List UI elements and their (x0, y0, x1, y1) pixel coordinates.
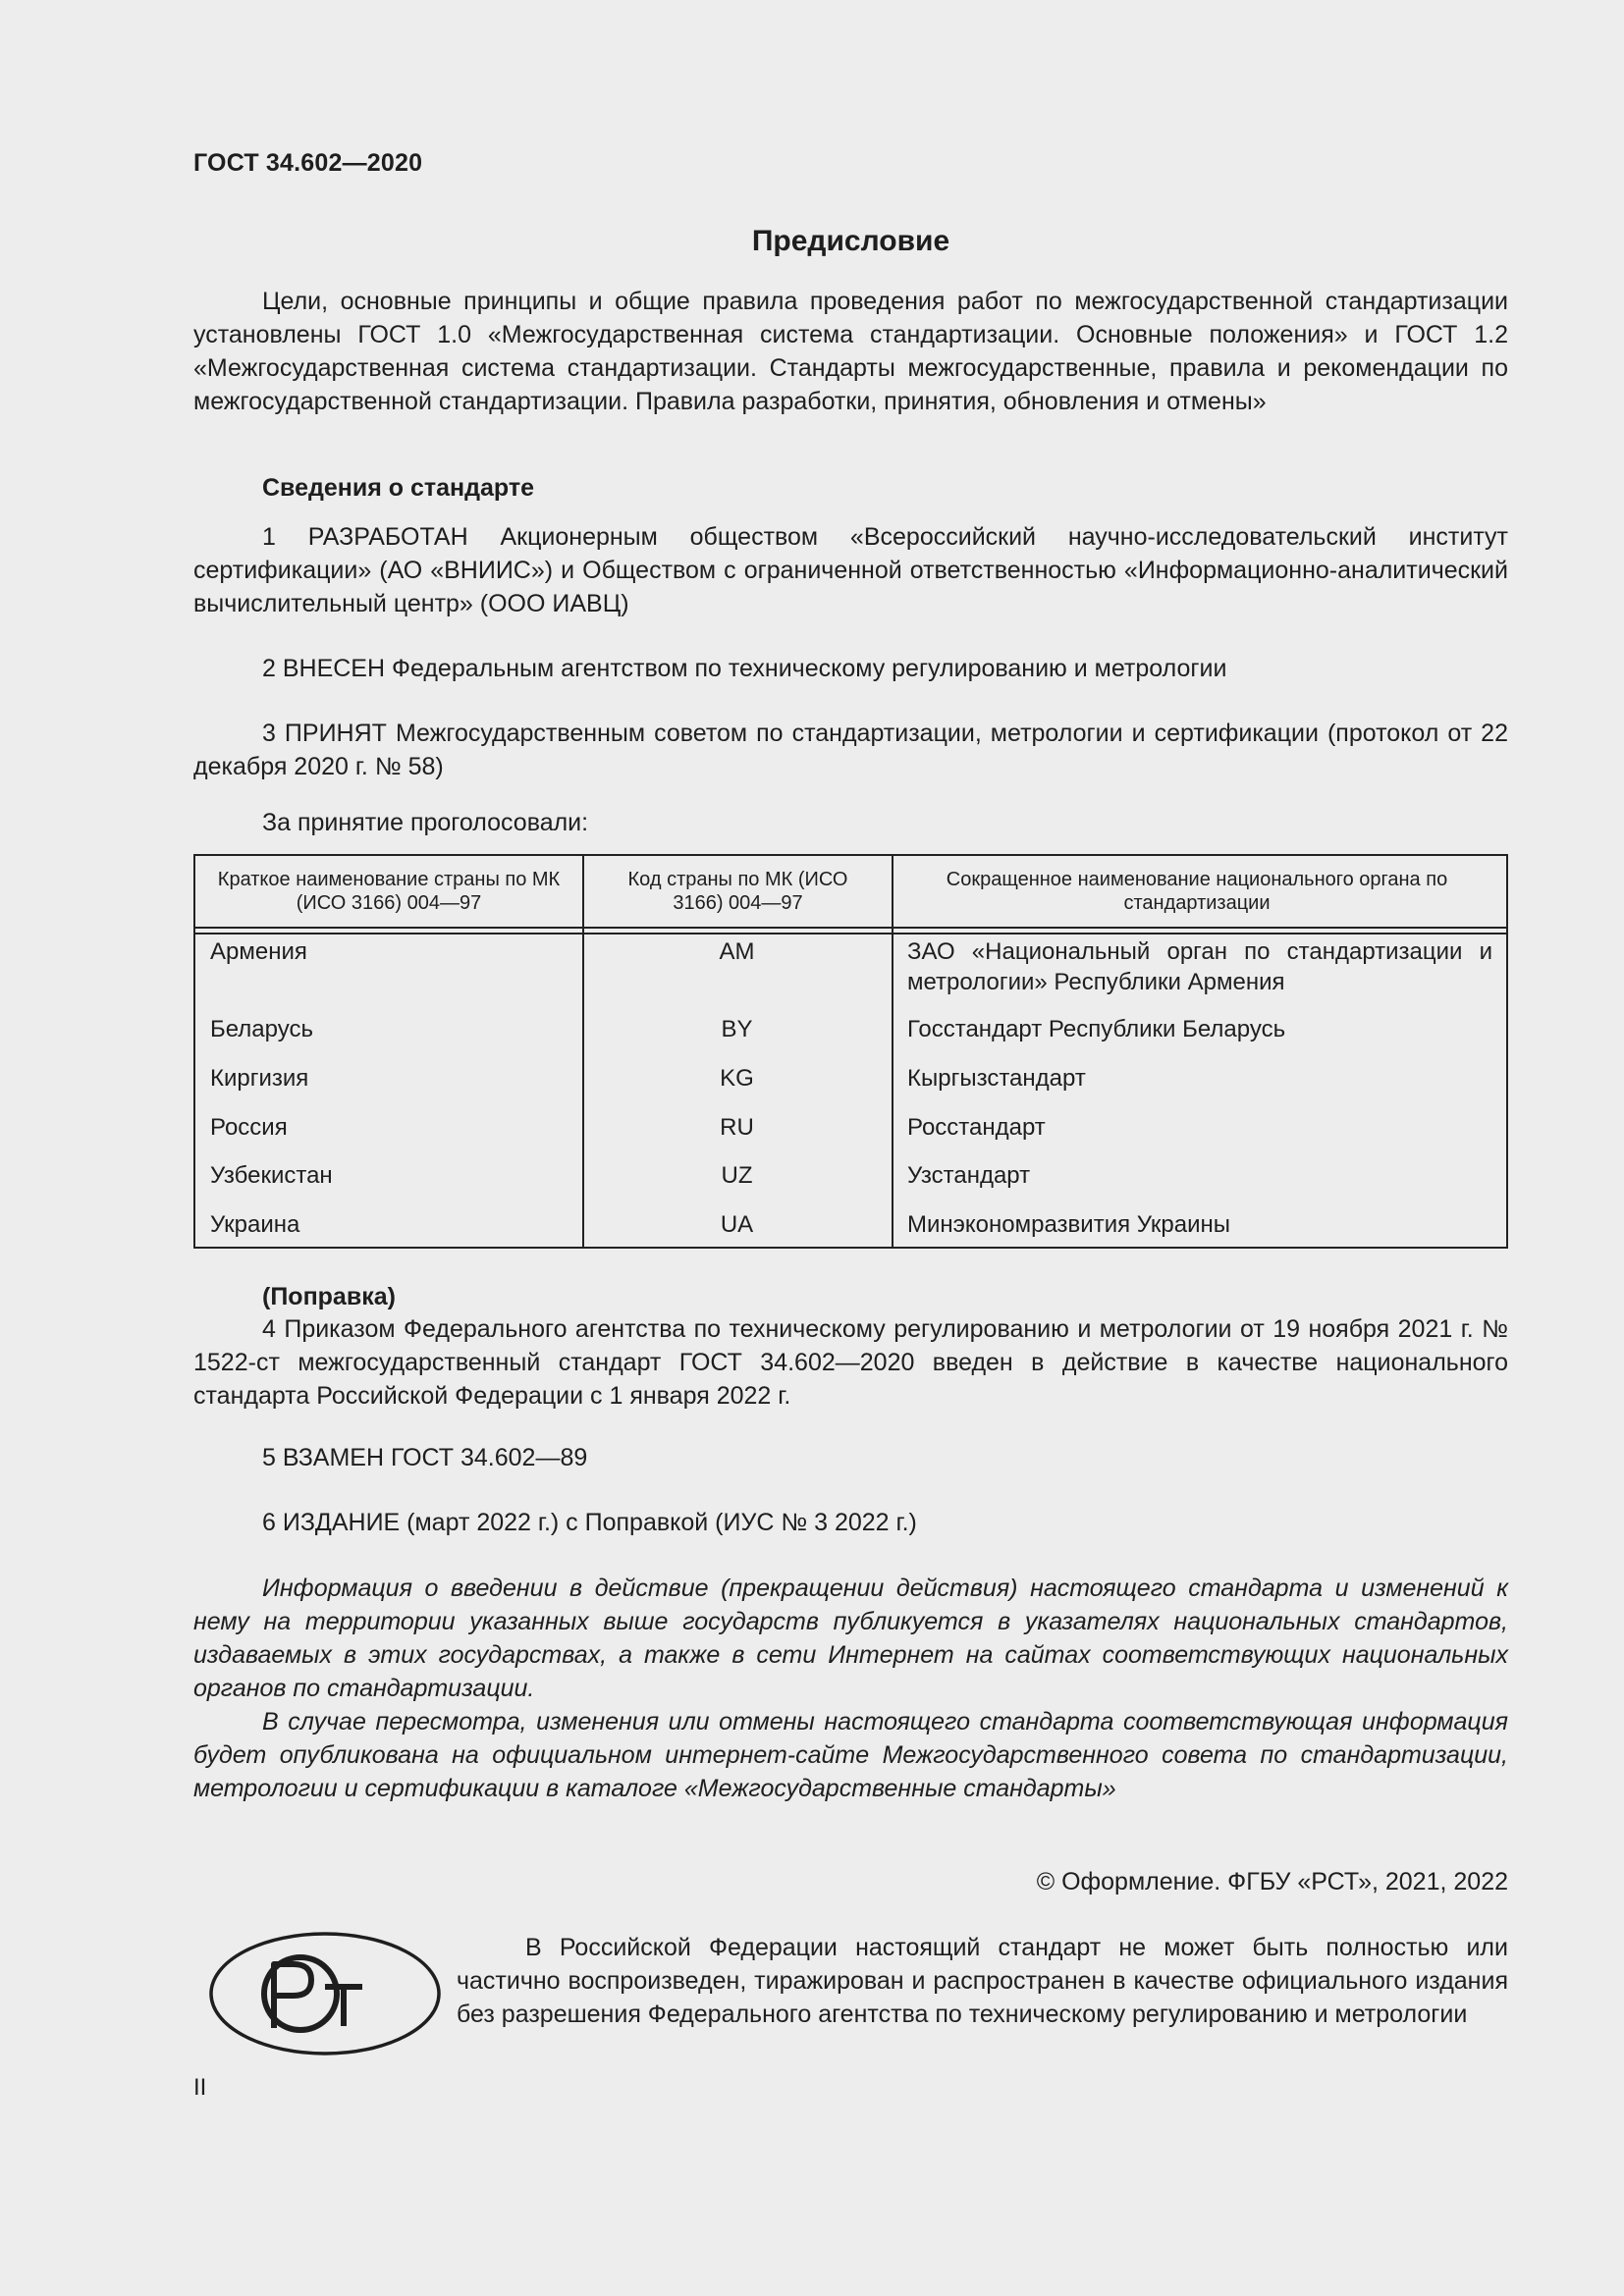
cell-country: Украина (210, 1211, 300, 1238)
rst-logo-icon (207, 1930, 443, 2062)
cell-body: Росстандарт (907, 1114, 1046, 1141)
voted-label-block (193, 806, 1508, 839)
cell-country: Киргизия (210, 1065, 309, 1092)
page-number: II (193, 2074, 207, 2101)
cell-body: Кыргызстандарт (907, 1065, 1086, 1092)
rights-block (457, 1931, 1508, 2031)
item-6 (193, 1506, 1508, 1539)
cell-code: UA (720, 1211, 754, 1238)
rights-text: В Российской Федерации настоящий стандарт не может быть полностью или частично воспроизведен, тиражирован и распространен в качестве официального издания без разрешения Федерального агентства по техническому регулированию и метрологии (457, 1934, 1508, 2028)
info-heading: Сведения о стандарте (262, 474, 535, 502)
cell-country: Россия (210, 1114, 288, 1141)
page-title: Предисловие (751, 225, 950, 257)
table-header (195, 856, 1506, 927)
item-5-text: 5 ВЗАМЕН ГОСТ 34.602—89 (262, 1444, 588, 1471)
header-rule (195, 927, 1506, 929)
cell-code: RU (720, 1114, 754, 1141)
cell-body: Минэкономразвития Украины (907, 1211, 1231, 1238)
correction-label: (Поправка) (262, 1283, 396, 1310)
correction-label-block (193, 1280, 1508, 1313)
item-6-text: 6 ИЗДАНИЕ (март 2022 г.) с Поправкой (ИУС № 3 2022 г.) (262, 1509, 917, 1536)
header-country: Краткое наименование страны по МК (ИСО 3166) 004—97 (217, 869, 561, 914)
cell-code: BY (721, 1016, 753, 1042)
copyright-text: © Оформление. ФГБУ «РСТ», 2021, 2022 (1036, 1868, 1508, 1896)
cell-code: KG (720, 1065, 754, 1092)
notice-2: В случае пересмотра, изменения или отмены настоящего стандарта соответствующая информация будет опубликована на официальном интернет-сайте Межгосударственного совета по стандартизации, метрологии и сертификации в каталоге «Межгосударственные стандарты» (193, 1708, 1508, 1802)
cell-country: Узбекистан (210, 1162, 333, 1189)
intro-text: Цели, основные принципы и общие правила проведения работ по межгосударственной стандартизации установлены ГОСТ 1.0 «Межгосударственная система стандартизации. Основные положения» и ГОСТ 1.2 «Межгосударственная система стандартизации. Стандарты межгосударственные, правила и рекомендации по межгосударственной стандартизации. Правила разработки, принятия, обновления и отмены» (193, 288, 1508, 415)
countries-table (193, 854, 1508, 1249)
item-3-text: 3 ПРИНЯТ Межгосударственным советом по стандартизации, метрологии и сертификации (протокол от 22 декабря 2020 г. № 58) (193, 720, 1508, 780)
info-heading-block (193, 471, 1508, 505)
standard-code: ГОСТ 34.602—2020 (193, 149, 423, 177)
item-5 (193, 1441, 1508, 1474)
copyright-block (193, 1865, 1508, 1898)
item-4-text: 4 Приказом Федерального агентства по техническому регулированию и метрологии от 19 ноября 2021 г. № 1522-ст межгосударственный стандарт ГОСТ 34.602—2020 введен в действие в качестве национального стандарта Российской Федерации с 1 января 2022 г. (193, 1315, 1508, 1410)
item-2 (193, 652, 1508, 685)
header-body: Сокращенное наименование национального органа по стандартизации (946, 869, 1448, 914)
item-2-text: 2 ВНЕСЕН Федеральным агентством по техническому регулированию и метрологии (262, 655, 1227, 682)
item-1-text: 1 РАЗРАБОТАН Акционерным обществом «Всероссийский научно-исследовательский институт сертификации» (АО «ВНИИС») и Обществом с ограниченной ответственностью «Информационно-аналитический вычислительный центр» (ООО ИАВЦ) (193, 523, 1508, 617)
cell-country: Беларусь (210, 1016, 313, 1042)
cell-body: ЗАО «Национальный орган по стандартизации и метрологии» Республики Армения (907, 938, 1492, 995)
voted-label: За принятие проголосовали: (262, 809, 589, 836)
cell-code: AM (719, 938, 755, 965)
header-rule (195, 933, 1506, 934)
item-1 (193, 520, 1508, 620)
notice-1: Информация о введении в действие (прекращении действия) настоящего стандарта и изменений к нему на территории указанных выше государств публикуется в указателях национальных стандартов, издаваемых в этих государствах, а также в сети Интернет на сайтах соответствующих национальных органов по стандартизации. (193, 1575, 1508, 1702)
notice-block (193, 1572, 1508, 1805)
header-code: Код страны по МК (ИСО 3166) 004—97 (627, 869, 848, 914)
item-3 (193, 717, 1508, 783)
cell-body: Узстандарт (907, 1162, 1031, 1189)
cell-body: Госстандарт Республики Беларусь (907, 1016, 1286, 1042)
item-4 (193, 1312, 1508, 1413)
cell-country: Армения (210, 938, 307, 965)
intro-paragraph (193, 285, 1508, 418)
cell-code: UZ (721, 1162, 753, 1189)
